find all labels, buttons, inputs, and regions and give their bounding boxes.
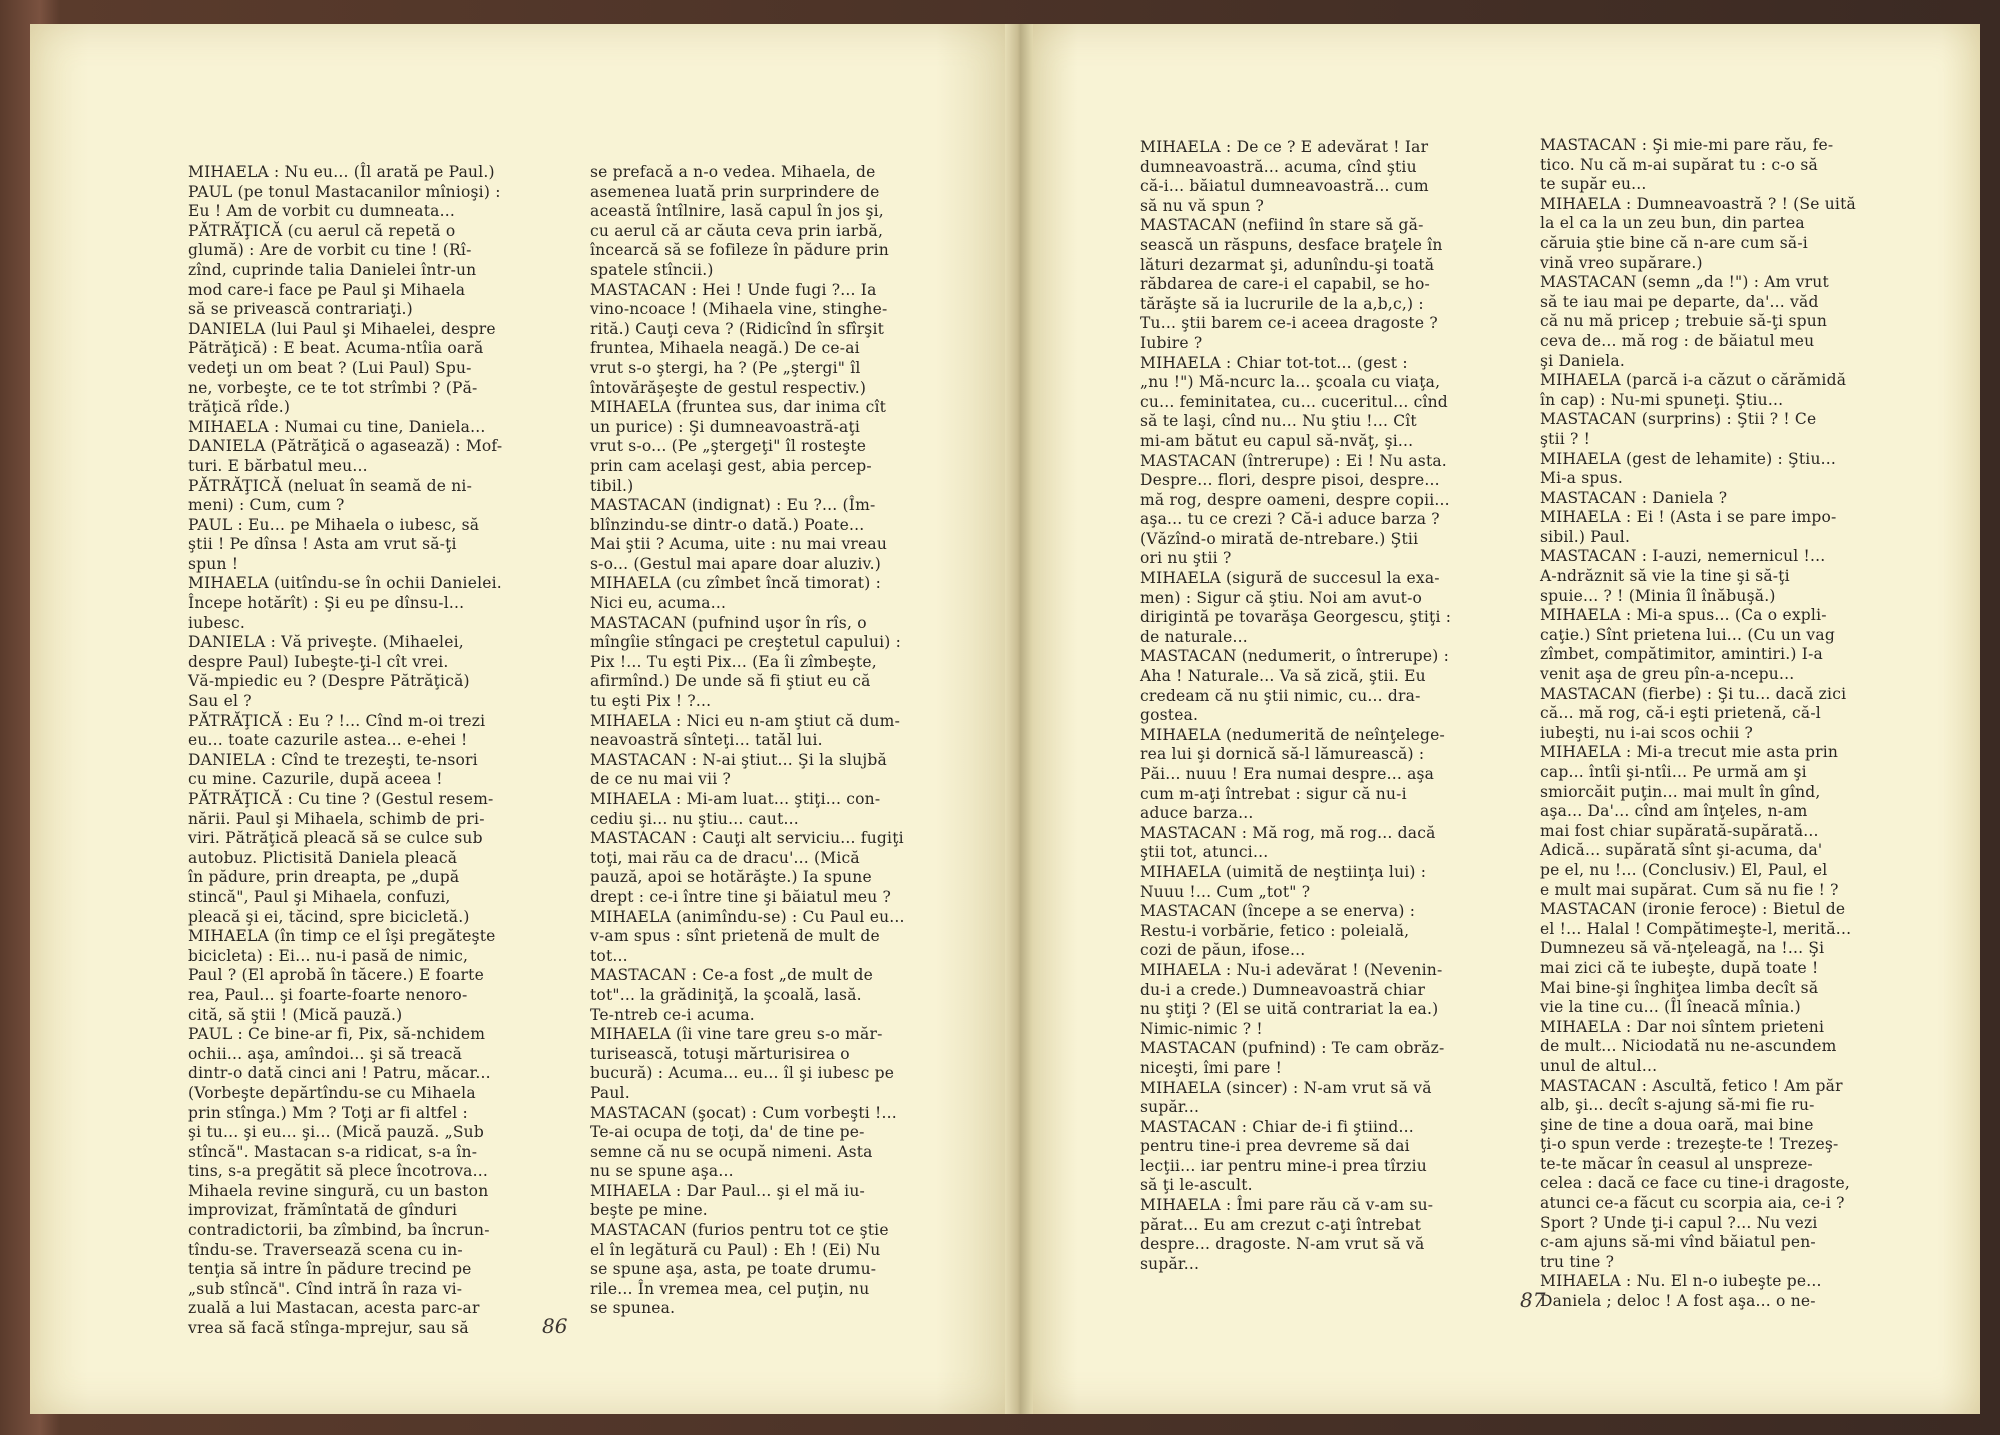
text-line: MASTACAN : Mă rog, mă rog... dacă xyxy=(1140,823,1436,842)
text-line: şi Daniela. xyxy=(1540,351,1625,370)
text-line: să nu vă spun ? xyxy=(1140,196,1265,215)
text-line: Paul. xyxy=(590,1083,630,1102)
text-line: MASTACAN : Ce-a fost „de mult de xyxy=(590,966,874,985)
text-line: aşa... tu ce crezi ? Că-i aduce barza ? xyxy=(1140,510,1440,529)
text-line: MIHAELA : Dar Paul... şi el mă iu- xyxy=(590,1181,865,1200)
text-line: contradictorii, ba zîmbind, ba încrun- xyxy=(188,1221,490,1240)
text-line: MASTACAN : I-auzi, nemernicul !... xyxy=(1540,547,1826,566)
text-line: Sport ? Unde ţi-i capul ?... Nu vezi xyxy=(1540,1213,1818,1232)
text-line: tibil.) xyxy=(590,476,634,495)
text-line: mai fost chiar supărată-supărată... xyxy=(1540,821,1819,840)
text-line: MIHAELA : Mi-am luat... ştiţi... con- xyxy=(590,790,881,808)
text-line: Pătrăţică) : E beat. Acuma-ntîia oară xyxy=(188,339,484,358)
text-line: MIHAELA (uitîndu-se în ochii Danielei. xyxy=(188,574,502,593)
text-line: cu... feminitatea, cu... cuceritul... cînd xyxy=(1140,392,1448,411)
text-line: c-am ajuns să-mi vînd băiatul pen- xyxy=(1540,1233,1816,1252)
text-line: MASTACAN (fierbe) : Şi tu... dacă zici xyxy=(1540,684,1847,703)
text-line: MIHAELA : Mi-a trecut mie asta prin xyxy=(1540,743,1839,762)
text-line: vrut s-o ştergi, ha ? (Pe „ştergi" îl xyxy=(590,358,861,377)
text-line: PĂTRĂŢICĂ (neluat în seamă de ni- xyxy=(188,476,473,495)
text-line: MIHAELA : Nu eu... (Îl arată pe Paul.) xyxy=(188,163,495,181)
text-line: blînzindu-se dintr-o dată.) Poate... xyxy=(590,515,865,534)
text-line: glumă) : Are de vorbit cu tine ! (Rî- xyxy=(188,241,472,260)
text-line: să se privească contrariaţi.) xyxy=(188,300,413,319)
text-line: asemenea luată prin surprindere de xyxy=(590,182,880,201)
text-line: MASTACAN : Cauţi alt serviciu... fugiţi xyxy=(590,829,904,848)
text-line: ochii... aşa, amîndoi... şi să treacă xyxy=(188,1044,463,1063)
text-line: drept : ce-i între tine şi băiatul meu ? xyxy=(590,887,892,906)
text-line: vrea să facă stînga-mprejur, sau să xyxy=(188,1319,469,1338)
text-line: Sau el ? xyxy=(188,692,252,711)
right-page-column-2 xyxy=(1540,136,1892,1312)
text-line: MASTACAN (nedumerit, o întrerupe) : xyxy=(1140,647,1450,666)
text-line: s-o... (Gestul mai apare doar aluziv.) xyxy=(590,554,881,573)
text-line: Eu ! Am de vorbit cu dumneata... xyxy=(188,202,455,221)
text-line: vedeţi un om beat ? (Lui Paul) Spu- xyxy=(188,358,472,377)
text-line: MIHAELA (în timp ce el îşi pregăteşte xyxy=(188,927,496,946)
text-line: despre Paul) Iubeşte-ţi-l cît vrei. xyxy=(188,652,449,671)
text-line: Mihaela revine singură, cu un baston xyxy=(188,1181,489,1200)
text-line: DANIELA (Pătrăţică o agasează) : Mof- xyxy=(188,437,503,456)
text-line: MIHAELA (sigură de succesul la exa- xyxy=(1140,569,1440,588)
text-line: cu mine. Cazurile, după aceea ! xyxy=(188,770,443,789)
text-line: ori nu ştii ? xyxy=(1140,549,1232,568)
text-line: DANIELA : Cînd te trezeşti, te-nsori xyxy=(188,750,478,769)
text-line: Începe hotărît) : Şi eu pe dînsu-l... xyxy=(188,594,465,613)
text-line: tărăşte să ia lucrurile de la a,b,c,) : xyxy=(1140,294,1424,313)
text-line: Păi... nuuu ! Era numai despre... aşa xyxy=(1140,765,1435,783)
text-line: PĂTRĂŢICĂ : Cu tine ? (Gestul resem- xyxy=(188,790,494,808)
text-line: şi tu... şi eu... şi... (Mică pauză. „Sub xyxy=(188,1123,484,1142)
text-line: vino-ncoace ! (Mihaela vine, stinghe- xyxy=(590,300,888,319)
text-line: în pădure, prin dreapta, pe „după xyxy=(188,868,460,887)
text-line: pe el, nu !... (Conclusiv.) El, Paul, el xyxy=(1540,860,1828,879)
text-line: încearcă să se fofileze în pădure prin xyxy=(590,241,889,260)
text-line: MASTACAN (ironie feroce) : Bietul de xyxy=(1540,900,1846,919)
text-line: MASTACAN (pufnind uşor în rîs, o xyxy=(590,613,867,632)
text-line: caţie.) Sînt prietena lui... (Cu un vag xyxy=(1540,625,1835,644)
text-line: MASTACAN (indignat) : Eu ?... (Îm- xyxy=(590,496,876,515)
text-line: tins, s-a pregătit să plece încotrova... xyxy=(188,1162,489,1181)
text-line: de ce nu mai vii ? xyxy=(590,770,732,789)
text-line: MASTACAN (şocat) : Cum vorbeşti !... xyxy=(590,1103,897,1122)
text-line: că... mă rog, că-i eşti prietenă, că-l xyxy=(1540,704,1821,723)
text-line: MIHAELA (parcă i-a căzut o cărămidă xyxy=(1540,371,1847,390)
text-line: MASTACAN (surprins) : Ştii ? ! Ce xyxy=(1540,410,1817,429)
text-line: MIHAELA : Nici eu n-am ştiut că dum- xyxy=(590,711,901,730)
text-line: MASTACAN (nefiind în stare să gă- xyxy=(1140,216,1424,235)
text-line: pauză, apoi se hotărăşte.) Ia spune xyxy=(590,868,872,887)
text-line: părat... Eu am crezut c-aţi întrebat xyxy=(1140,1215,1422,1234)
text-line: MIHAELA : Ei ! (Asta i se pare impo- xyxy=(1540,508,1837,527)
text-line: turisească, totuşi mărturisirea o xyxy=(590,1044,850,1063)
text-line: zînd, cuprinde talia Danielei într-un xyxy=(188,260,477,279)
text-line: în cap) : Nu-mi spuneţi. Ştiu... xyxy=(1540,390,1784,409)
page-number-left: 86 xyxy=(542,1314,568,1338)
text-line: supăr... xyxy=(1140,1254,1200,1273)
text-line: ştii ! Pe dînsa ! Asta am vrut să-ţi xyxy=(188,535,457,554)
text-line: MIHAELA : Nu-i adevărat ! (Nevenin- xyxy=(1140,960,1443,979)
text-line: răbdarea de care-i el capabil, se ho- xyxy=(1140,275,1430,294)
text-line: vină vreo supărare.) xyxy=(1540,253,1703,272)
text-line: cum m-aţi întrebat : sigur că nu-i xyxy=(1140,784,1407,803)
text-line: atunci ce-a făcut cu scorpia aia, ce-i ? xyxy=(1540,1194,1845,1213)
text-line: cită, să ştii ! (Mică pauză.) xyxy=(188,1005,403,1024)
text-line: dintr-o dată cinci ani ! Patru, măcar... xyxy=(188,1064,491,1083)
text-line: cozi de păun, ifose... xyxy=(1140,941,1306,960)
text-line: gostea. xyxy=(1140,706,1199,725)
text-line: Nici eu, acuma... xyxy=(590,594,727,613)
text-line: bicicleta) : Ei... nu-i pasă de nimic, xyxy=(188,946,469,965)
text-line: tu eşti Pix ! ?... xyxy=(590,692,712,711)
text-line: ştii tot, atunci... xyxy=(1140,843,1269,862)
text-line: mi-am bătut eu capul să-nvăţ, şi... xyxy=(1140,431,1414,450)
text-line: mai zici că te iubeşte, după toate ! xyxy=(1540,958,1819,977)
text-line: Despre... flori, despre pisoi, despre... xyxy=(1140,471,1440,490)
text-line: neavoastră sînteţi... tatăl lui. xyxy=(590,731,823,750)
text-line: MIHAELA (animîndu-se) : Cu Paul eu... xyxy=(590,907,905,926)
text-line: MIHAELA (uimită de neştiinţa lui) : xyxy=(1140,862,1427,881)
text-line: Adică... supărată sînt şi-acuma, da' xyxy=(1540,841,1823,860)
text-line: stîncă". Mastacan s-a ridicat, s-a în- xyxy=(188,1142,478,1161)
text-line: semne că nu se ocupă nimeni. Asta xyxy=(590,1142,873,1161)
text-line: că nu mă pricep ; trebuie să-ţi spun xyxy=(1540,312,1828,331)
text-line: se prefacă a n-o vedea. Mihaela, de xyxy=(590,163,876,181)
text-line: Dumnezeu să vă-nţeleagă, na !... Şi xyxy=(1540,939,1825,958)
text-line: Te-ntreb ce-i acuma. xyxy=(590,1005,755,1024)
text-line: rită.) Cauţi ceva ? (Ridicînd în sfîrşit xyxy=(590,319,885,338)
text-line: prin stînga.) Mm ? Toţi ar fi altfel : xyxy=(188,1103,468,1122)
text-line: ţi-o spun verde : trezeşte-te ! Trezeş- xyxy=(1540,1135,1839,1154)
text-line: Daniela ; deloc ! A fost aşa... o ne- xyxy=(1540,1292,1816,1311)
text-line: iubesc. xyxy=(188,613,245,632)
text-line: MIHAELA : Nu. El n-o iubeşte pe... xyxy=(1540,1272,1822,1291)
text-line: de mult... Niciodată nu ne-ascundem xyxy=(1540,1037,1837,1056)
text-line: zîmbet, compătimitor, amintiri.) I-a xyxy=(1540,645,1823,664)
text-line: vie la tine cu... (Îl îneacă mînia.) xyxy=(1540,998,1801,1017)
text-line: PĂTRĂŢICĂ : Eu ? !... Cînd m-oi trezi xyxy=(188,711,486,730)
text-line: MIHAELA (fruntea sus, dar inima cît xyxy=(590,398,887,417)
left-page-column-2 xyxy=(590,163,940,1319)
text-line: beşte pe mine. xyxy=(590,1201,708,1220)
page-number-right: 87 xyxy=(1520,1288,1546,1312)
text-line: întovărăşeşte de gestul respectiv.) xyxy=(590,378,867,397)
text-line: el în legătură cu Paul) : Eh ! (Ei) Nu xyxy=(590,1240,881,1259)
text-line: (Vorbeşte depărtîndu-se cu Mihaela xyxy=(188,1083,476,1102)
text-line: MASTACAN (întrerupe) : Ei ! Nu asta. xyxy=(1140,451,1447,470)
text-line: ceva de... mă rog : de băiatul meu xyxy=(1540,331,1815,350)
text-line: Paul ? (El aprobă în tăcere.) E foarte xyxy=(188,966,484,985)
text-line: el !... Halal ! Compătimeşte-l, merită... xyxy=(1540,919,1852,938)
text-line: te supăr eu... xyxy=(1540,175,1647,194)
text-line: tru tine ? xyxy=(1540,1252,1615,1271)
text-line: v-am spus : sînt prietenă de mult de xyxy=(590,927,880,946)
text-line: MIHAELA (sincer) : N-am vrut să vă xyxy=(1140,1078,1432,1097)
text-line: „nu !") Mă-ncurc la... şcoala cu viaţa, xyxy=(1140,373,1441,392)
text-line: PAUL : Eu... pe Mihaela o iubesc, să xyxy=(188,515,480,534)
text-line: la el ca la un zeu bun, din partea xyxy=(1540,214,1805,233)
text-line: dumneavoastră... acuma, cînd ştiu xyxy=(1140,157,1417,176)
text-line: te-te măcar în ceasul al unspreze- xyxy=(1540,1154,1813,1173)
text-line: MASTACAN : Daniela ? xyxy=(1540,488,1728,507)
text-line: venit aşa de greu pîn-a-ncepu... xyxy=(1540,665,1795,684)
text-line: MIHAELA : Numai cu tine, Daniela... xyxy=(188,417,486,436)
text-line: MASTACAN : N-ai ştiut... Şi la slujbă xyxy=(590,750,887,769)
text-line: MASTACAN (semn „da !") : Am vrut xyxy=(1540,273,1829,292)
text-line: tot"... la grădiniţă, la şcoală, lasă. xyxy=(590,985,862,1004)
text-line: niceşti, îmi pare ! xyxy=(1140,1058,1283,1077)
text-line: aduce barza... xyxy=(1140,804,1254,823)
text-line: du-i a crede.) Dumneavoastră chiar xyxy=(1140,980,1426,999)
text-line: se spune aşa, asta, pe toate drumu- xyxy=(590,1260,877,1279)
text-line: MIHAELA (cu zîmbet încă timorat) : xyxy=(590,574,882,593)
text-line: MIHAELA : Chiar tot-tot... (gest : xyxy=(1140,353,1408,372)
text-line: cap... întîi şi-ntîi... Pe urmă am şi xyxy=(1540,763,1807,781)
text-line: MIHAELA : Dar noi sîntem prieteni xyxy=(1540,1017,1825,1036)
text-line: să ţi le-ascult. xyxy=(1140,1176,1253,1195)
text-line: Vă-mpiedic eu ? (Despre Pătrăţică) xyxy=(188,672,470,691)
text-line: MASTACAN (furios pentru tot ce ştie xyxy=(590,1221,889,1240)
text-line: spuie... ? ! (Minia îl înăbuşă.) xyxy=(1540,586,1776,605)
text-line: lături dezarmat şi, adunîndu-şi toată xyxy=(1140,255,1435,274)
text-line: prin cam acelaşi gest, abia percep- xyxy=(590,456,872,475)
text-line: MIHAELA : Dumneavoastră ? ! (Se uită xyxy=(1540,194,1856,213)
text-line: să te laşi, cînd nu... Nu ştiu !... Cît xyxy=(1140,412,1417,431)
text-line: MIHAELA : Îmi pare rău că v-am su- xyxy=(1140,1196,1434,1215)
text-line: Iubire ? xyxy=(1140,333,1203,352)
text-line: tîndu-se. Traversează scena cu in- xyxy=(188,1240,463,1259)
text-line: Mai bine-şi înghiţea limba decît să xyxy=(1540,978,1819,997)
text-line: un purice) : Şi dumneavoastră-aţi xyxy=(590,417,861,436)
text-line: smiorcăit puţin... mai mult în gînd, xyxy=(1540,782,1821,801)
text-line: MIHAELA : De ce ? E adevărat ! Iar xyxy=(1140,138,1429,156)
text-line: această întîlnire, lasă capul în jos şi, xyxy=(590,202,884,221)
text-line: stincă", Paul şi Mihaela, confuzi, xyxy=(188,887,451,906)
text-line: nării. Paul şi Mihaela, schimb de pri- xyxy=(188,809,485,828)
text-line: MIHAELA : Mi-a spus... (Ca o expli- xyxy=(1540,606,1827,625)
text-line: Mi-a spus. xyxy=(1540,469,1623,488)
text-line: MIHAELA (nedumerită de neînţelege- xyxy=(1140,725,1445,744)
text-line: celea : dacă ce face cu tine-i dragoste, xyxy=(1540,1174,1851,1193)
text-line: Tu... ştii barem ce-i aceea dragoste ? xyxy=(1140,314,1438,333)
text-line: mîngîie stîngaci pe creştetul capului) : xyxy=(590,633,902,652)
text-line: nu ştiţi ? (El se uită contrariat la ea.) xyxy=(1140,1000,1439,1019)
text-line: Nuuu !... Cum „tot" ? xyxy=(1140,882,1311,901)
text-line: improvizat, frămîntată de gînduri xyxy=(188,1201,458,1220)
text-line: zuală a lui Mastacan, acesta parc-ar xyxy=(188,1299,480,1318)
text-line: e mult mai supărat. Cum să nu fie ! ? xyxy=(1540,880,1839,899)
text-line: MIHAELA (gest de lehamite) : Ştiu... xyxy=(1540,449,1837,468)
text-line: să te iau mai pe departe, da'... văd xyxy=(1540,292,1819,311)
text-line: afirmînd.) De unde să fi ştiut eu că xyxy=(590,672,871,691)
text-line: men) : Sigur că ştiu. Noi am avut-o xyxy=(1140,588,1423,607)
text-line: spun ! xyxy=(188,554,239,573)
text-line: PAUL : Ce bine-ar fi, Pix, să-nchidem xyxy=(188,1025,486,1044)
book-gutter xyxy=(1005,24,1033,1414)
text-line: cu aerul că ar căuta ceva prin iarbă, xyxy=(590,221,884,240)
text-line: şine de tine a doua oară, mai bine xyxy=(1540,1115,1814,1134)
left-page-column-1 xyxy=(188,163,540,1339)
text-line: meni) : Cum, cum ? xyxy=(188,496,345,515)
text-line: rea, Paul... şi foarte-foarte nenoro- xyxy=(188,985,468,1004)
text-line: DANIELA (lui Paul şi Mihaelei, despre xyxy=(188,319,496,338)
text-line: sească un răspuns, desface braţele în xyxy=(1140,235,1443,254)
text-line: fruntea, Mihaela neagă.) De ce-ai xyxy=(590,339,860,358)
text-line: MASTACAN : Ascultă, fetico ! Am păr xyxy=(1540,1076,1843,1095)
text-line: Pix !... Tu eşti Pix... (Ea îi zîmbeşte, xyxy=(590,652,877,671)
text-line: „sub stîncă". Cînd intră în raza vi- xyxy=(188,1279,463,1298)
text-line: mod care-i face pe Paul şi Mihaela xyxy=(188,280,466,299)
text-line: credeam că nu ştii nimic, cu... dra- xyxy=(1140,686,1421,705)
text-line: rile... În vremea mea, cel puţin, nu xyxy=(590,1279,870,1298)
text-line: eu... toate cazurile astea... e-ehei ! xyxy=(188,731,468,750)
text-line: de naturale... xyxy=(1140,627,1248,646)
text-line: despre... dragoste. N-am vrut să vă xyxy=(1140,1235,1425,1254)
text-line: supăr... xyxy=(1140,1098,1200,1117)
text-line: vrut s-o... (Pe „ştergeţi" îl rosteşte xyxy=(590,437,867,456)
text-line: tot... xyxy=(590,946,628,965)
text-line: că-i... băiatul dumneavoastră... cum xyxy=(1140,177,1429,196)
text-line: mă rog, despre oameni, despre copii... xyxy=(1140,490,1450,509)
text-line: (Văzînd-o mirată de-ntrebare.) Ştii xyxy=(1140,529,1419,548)
text-line: ne, vorbeşte, ce te tot strîmbi ? (Pă- xyxy=(188,378,478,397)
text-line: iubeşti, nu i-ai scos ochii ? xyxy=(1540,723,1754,742)
text-line: viri. Pătrăţică pleacă să se culce sub xyxy=(188,829,483,848)
text-line: A-ndrăznit să vie la tine şi să-ţi xyxy=(1540,567,1790,586)
text-line: Aha ! Naturale... Va să zică, ştii. Eu xyxy=(1140,667,1426,686)
text-line: MASTACAN (pufnind) : Te cam obrăz- xyxy=(1140,1039,1445,1058)
text-line: cediu şi... nu ştiu... caut... xyxy=(590,809,799,828)
text-line: autobuz. Plictisită Daniela pleacă xyxy=(188,848,458,867)
text-line: sibil.) Paul. xyxy=(1540,527,1631,546)
text-line: DANIELA : Vă priveşte. (Mihaelei, xyxy=(188,633,464,652)
text-line: trăţică rîde.) xyxy=(188,398,291,417)
text-line: MASTACAN : Şi mie-mi pare rău, fe- xyxy=(1540,136,1834,154)
text-line: nu se spune aşa... xyxy=(590,1162,734,1181)
text-line: aşa... Da'... cînd am înţeles, n-am xyxy=(1540,802,1808,821)
right-page-column-1 xyxy=(1140,138,1492,1274)
text-line: PAUL (pe tonul Mastacanilor mînioşi) : xyxy=(188,182,501,201)
text-line: rea lui şi dornică să-l lămurească) : xyxy=(1140,745,1425,764)
text-line: alb, şi... decît s-ajung să-mi fie ru- xyxy=(1540,1096,1815,1115)
text-line: PĂTRĂŢICĂ (cu aerul că repetă o xyxy=(188,221,456,240)
text-line: MASTACAN : Hei ! Unde fugi ?... Ia xyxy=(590,280,877,299)
text-line: toţi, mai rău ca de dracu'... (Mică xyxy=(590,848,860,867)
text-line: Te-ai ocupa de toţi, da' de tine pe- xyxy=(590,1123,865,1142)
text-line: dirigintă pe tovarăşa Georgescu, ştiţi : xyxy=(1140,608,1452,627)
text-line: turi. E bărbatul meu... xyxy=(188,456,368,475)
text-line: pleacă şi ei, tăcind, spre bicicletă.) xyxy=(188,907,470,926)
text-line: căruia ştie bine că n-are cum să-i xyxy=(1540,233,1808,252)
text-line: MASTACAN : Chiar de-i fi ştiind... xyxy=(1140,1117,1414,1136)
text-line: Restu-i vorbărie, fetico : poleială, xyxy=(1140,921,1410,940)
text-line: MIHAELA (îi vine tare greu s-o măr- xyxy=(590,1025,883,1044)
text-line: tico. Nu că m-ai supărat tu : c-o să xyxy=(1540,155,1818,174)
text-line: lecţii... iar pentru mine-i prea tîrziu xyxy=(1140,1156,1427,1175)
text-line: pentru tine-i prea devreme să dai xyxy=(1140,1137,1410,1156)
text-line: bucură) : Acuma... eu... îl şi iubesc pe xyxy=(590,1064,895,1083)
text-line: spatele stîncii.) xyxy=(590,260,714,279)
text-line: MASTACAN (începe a se enerva) : xyxy=(1140,902,1416,921)
text-line: unul de altul... xyxy=(1540,1056,1658,1075)
text-line: ştii ? ! xyxy=(1540,429,1591,448)
text-line: se spunea. xyxy=(590,1299,676,1318)
text-line: Nimic-nimic ? ! xyxy=(1140,1019,1263,1038)
text-line: Mai ştii ? Acuma, uite : nu mai vreau xyxy=(590,535,888,554)
text-line: tenţia să intre în pădure trecind pe xyxy=(188,1260,472,1279)
